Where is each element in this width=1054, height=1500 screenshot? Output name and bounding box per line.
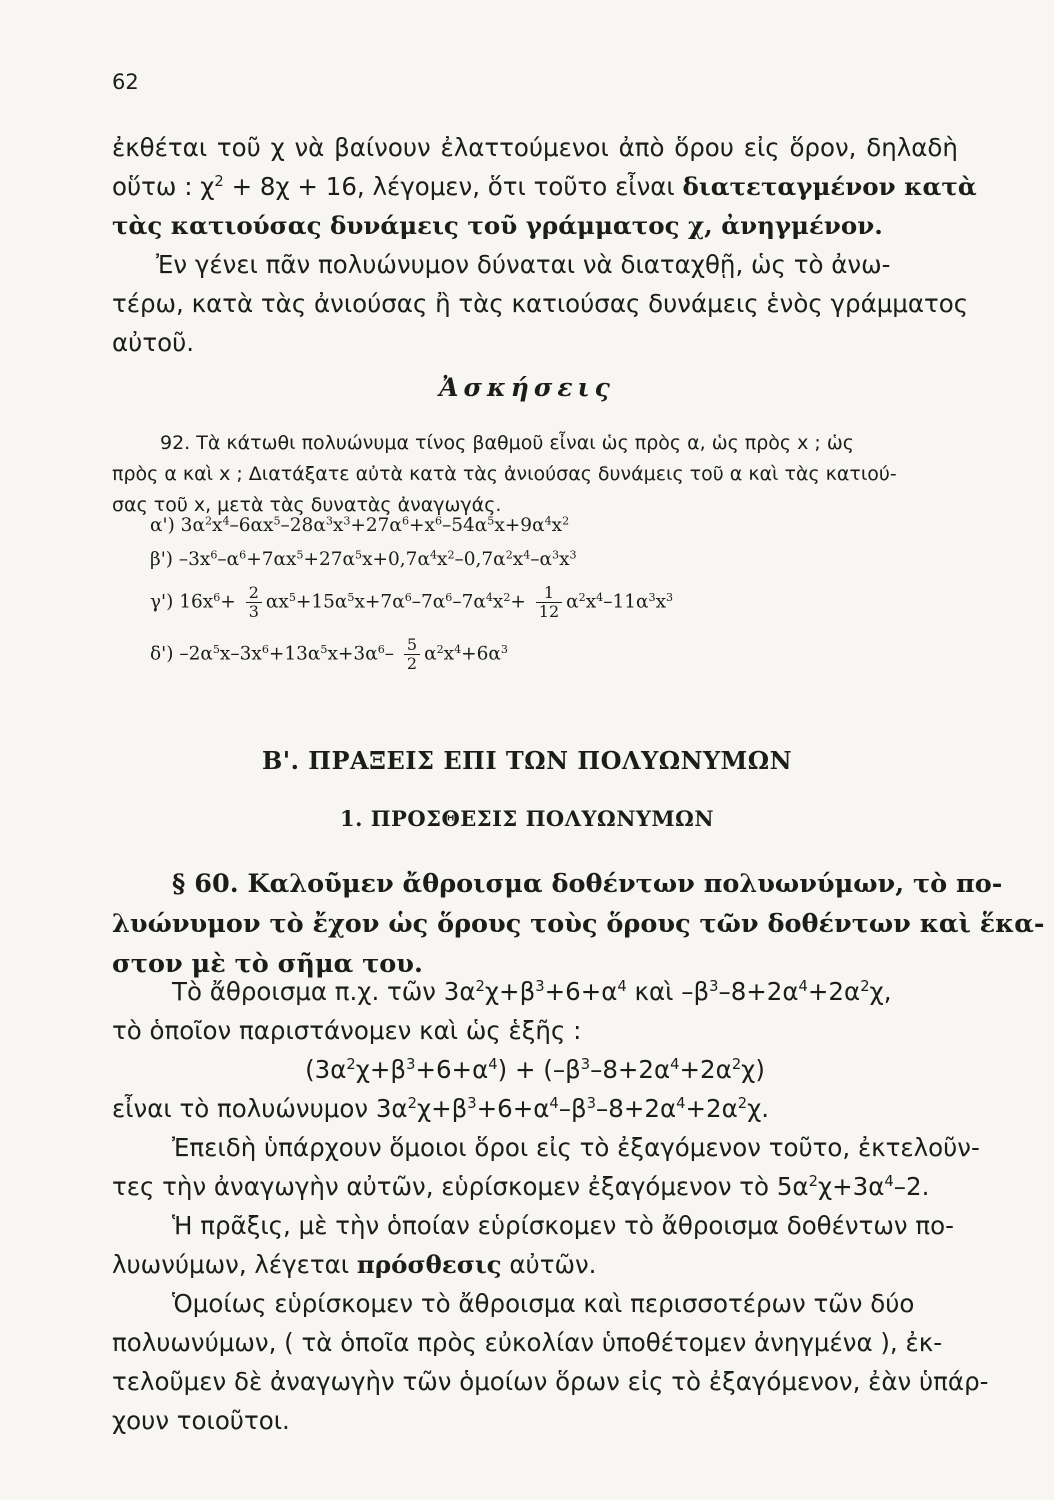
para60-line-3: στον μὲ τὸ σῆμα του.	[112, 949, 423, 979]
intro-line-1: ἐκθέται τοῦ χ νὰ βαίνουν ἐλαττούμενοι ἀπὸ ὅρου εἰς ὅρον, δηλαδὴ	[112, 133, 958, 162]
intro-line-3: τὰς κατιούσας δυνάμεις τοῦ γράμματος χ, ἀνηγμένον.	[112, 211, 883, 240]
body-text	[112, 972, 989, 1440]
reduce-line: τες τὴν ἀναγωγὴν αὐτῶν, εὑρίσκομεν ἐξαγόμενον τὸ $5\alpha^2\chi+3\alpha^4-2$.	[112, 1172, 930, 1201]
fraction-five-halves: $\frac{5}{2}$	[404, 636, 420, 673]
intro-line-2: οὕτω : $\chi^2 + 8\chi + 16$, λέγομεν, ὅτι τοῦτο εἶναι διατεταγμένον κατὰ	[112, 172, 977, 201]
similarly-line-2: πολυωνύμων, ( τὰ ὁποῖα πρὸς εὐκολίαν ὑποθέτομεν ἀνηγμένα ), ἐκ-	[112, 1328, 943, 1357]
term-arranged: διατεταγμένον κατὰ	[682, 172, 977, 201]
similarly-line-1: Ὁμοίως εὑρίσκομεν τὸ ἄθροισμα καὶ περισσοτέρων τῶν δύο	[172, 1289, 915, 1318]
sum-expression: $(3\alpha^2\chi+\beta^3+6+\alpha^4) + (-\beta^3-8+2\alpha^4+2\alpha^2\chi)$	[305, 1055, 765, 1084]
exercise-item-a: α') $3\alpha^2x^4-6\alpha x^5-28\alpha^3x^3+27\alpha^6+x^6-54\alpha^5x+9\alpha^4x^2$	[150, 514, 570, 536]
operation-line-1: Ἡ πρᾶξις, μὲ τὴν ὁποίαν εὑρίσκομεν τὸ ἄθροισμα δοθέντων πο-	[172, 1211, 954, 1240]
similarly-line-4: χουν τοιοῦτοι.	[112, 1406, 290, 1435]
similarly-line-3: τελοῦμεν δὲ ἀναγωγὴν τῶν ὁμοίων ὅρων εἰς τὸ ἐξαγόμενον, ἐὰν ὑπάρ-	[112, 1367, 989, 1396]
exercise-item-b: β') $-3x^6-\alpha^6+7\alpha x^5+27\alpha^5x+0,7\alpha^4x^2-0,7\alpha^2x^4-\alpha^3x^3$	[150, 548, 577, 570]
exercise-line-1: 92. Τὰ κάτωθι πολυώνυμα τίνος βαθμοῦ εἶναι ὡς πρὸς α, ὡς πρὸς x ; ὡς	[160, 432, 854, 454]
exercise-92	[112, 428, 958, 521]
result-line: εἶναι τὸ πολυώνυμον $3\alpha^2\chi+\beta^3+6+\alpha^4-\beta^3-8+2\alpha^4+2\alpha^2\chi$.	[112, 1094, 770, 1123]
fraction-one-twelfth: $\frac{1}{12}$	[536, 584, 562, 621]
exercises-heading: Ἀσκήσεις	[439, 373, 615, 402]
exercise-item-d: δ') $-2\alpha^5x-3x^6+13\alpha^5x+3\alpha^6-$ $\frac{5}{2}$ $\alpha^2x^4+6\alpha^3$	[150, 635, 508, 673]
exercise-item-c: γ') $16x^6+$ $\frac{2}{3}$ $\alpha x^5+15\alpha^5x+7\alpha^6-7\alpha^6-7\alpha^4x^2+$ $\frac{1}{12}$ $\alpha^2x^4-11\alpha^3x^3$	[150, 583, 674, 621]
operation-line-2: λυωνύμων, λέγεται πρόσθεσις αὐτῶν.	[112, 1250, 597, 1279]
example-line: Τὸ ἄθροισμα π.χ. τῶν $3\alpha^2\chi+\beta^3+6+\alpha^4$ καὶ $-\beta^3-8+2\alpha^4+2\alpha^2\chi$,	[172, 977, 892, 1006]
para60-line-1: § 60. Καλοῦμεν ἄθροισμα δοθέντων πολυωνύμων, τὸ πο-	[172, 869, 1003, 899]
fraction-two-thirds: $\frac{2}{3}$	[246, 584, 262, 621]
intro-line-4: Ἐν γένει πᾶν πολυώνυμον δύναται νὰ διαταχθῇ, ὡς τὸ ἀνω-	[156, 250, 891, 279]
intro-paragraph	[112, 128, 977, 362]
paragraph-60	[112, 864, 1045, 984]
term-addition: πρόσθεσις	[356, 1250, 502, 1279]
exercise-line-3: σας τοῦ x, μετὰ τὰς δυνατὰς ἀναγωγάς.	[112, 494, 502, 516]
exercise-line-2: πρὸς α καὶ x ; Διατάξατε αὐτὰ κατὰ τὰς ἀνιούσας δυνάμεις τοῦ α καὶ τὰς κατιού-	[112, 463, 897, 485]
intro-line-6: αὐτοῦ.	[112, 328, 195, 357]
represent-line: τὸ ὁποῖον παριστάνομεν καὶ ὡς ἑξῆς :	[112, 1016, 582, 1045]
chapter-heading: Β'. ΠΡΑΞΕΙΣ ΕΠΙ ΤΩΝ ΠΟΛΥΩΝΥΜΩΝ	[261, 746, 793, 775]
para60-line-2: λυώνυμον τὸ ἔχον ὡς ὅρους τοὺς ὅρους τῶν δοθέντων καὶ ἕκα-	[112, 909, 1045, 939]
intro-line-5: τέρω, κατὰ τὰς ἀνιούσας ἢ τὰς κατιούσας δυνάμεις ἑνὸς γράμματος	[112, 289, 969, 318]
section-heading: 1. ΠΡΟΣΘΕΣΙΣ ΠΟΛΥΩΝΥΜΩΝ	[339, 806, 715, 831]
page-number: 62	[112, 70, 139, 94]
since-line: Ἐπειδὴ ὑπάρχουν ὅμοιοι ὅροι εἰς τὸ ἐξαγόμενον τοῦτο, ἐκτελοῦν-	[172, 1133, 980, 1162]
